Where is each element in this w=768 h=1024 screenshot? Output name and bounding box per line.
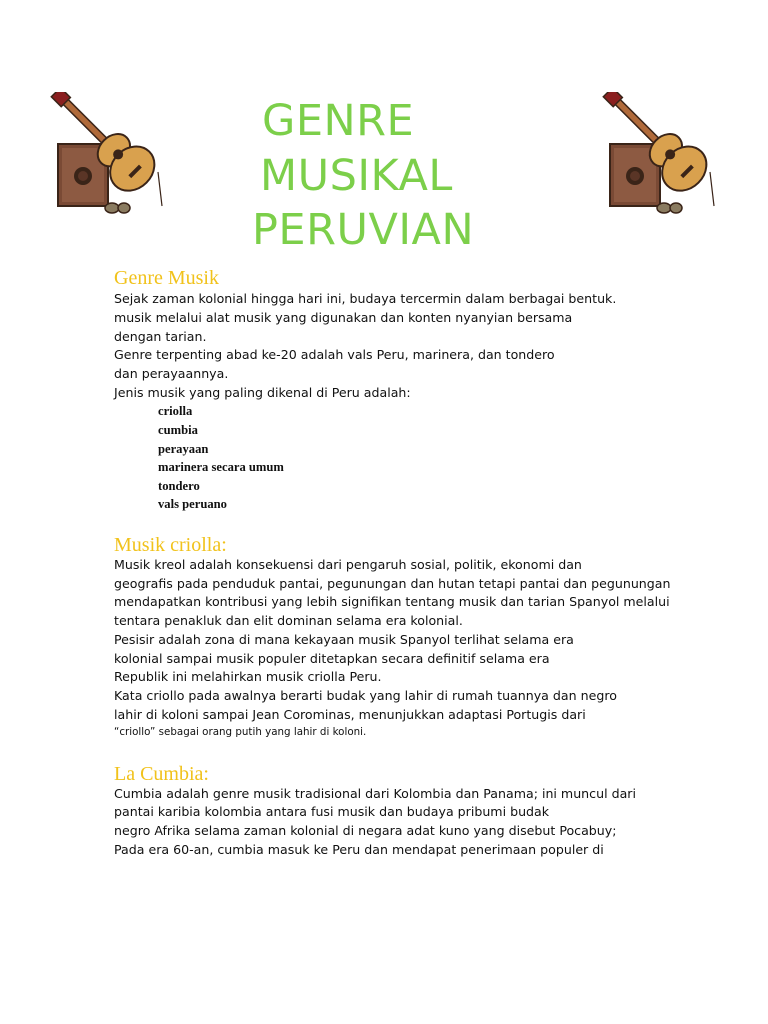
paragraph-line: mendapatkan kontribusi yang lebih signifikan tentang musik dan tarian Spanyol melalui: [114, 594, 670, 609]
list-item: vals peruano: [158, 497, 227, 511]
paragraph-line: geografis pada penduduk pantai, pegunungan dan hutan tetapi pantai dan pegunungan: [114, 576, 671, 591]
paragraph-line: kolonial sampai musik populer ditetapkan secara definitif selama era: [114, 651, 550, 666]
paragraph-line: Jenis musik yang paling dikenal di Peru adalah:: [114, 385, 411, 400]
section-heading-la-cumbia: La Cumbia:: [114, 763, 209, 785]
guitar-cajon-illustration-right: [602, 92, 722, 217]
page-title-line-3: PERUVIAN: [252, 205, 475, 255]
list-item: cumbia: [158, 423, 198, 437]
paragraph-line: dan perayaannya.: [114, 366, 229, 381]
paragraph-line: Musik kreol adalah konsekuensi dari pengaruh sosial, politik, ekonomi dan: [114, 557, 582, 572]
section-heading-musik-criolla: Musik criolla:: [114, 534, 227, 556]
guitar-cajon-illustration-left: [50, 92, 170, 217]
paragraph-line: Pada era 60-an, cumbia masuk ke Peru dan mendapat penerimaan populer di: [114, 842, 604, 857]
page-title-line-2: MUSIKAL: [260, 151, 453, 201]
paragraph-line: lahir di koloni sampai Jean Corominas, menunjukkan adaptasi Portugis dari: [114, 707, 586, 722]
paragraph-line: musik melalui alat musik yang digunakan dan konten nyanyian bersama: [114, 310, 573, 325]
list-item: marinera secara umum: [158, 460, 284, 474]
section-heading-genre-musik: Genre Musik: [114, 267, 219, 289]
page-title-line-1: GENRE: [262, 96, 415, 146]
paragraph-line: Republik ini melahirkan musik criolla Peru.: [114, 669, 382, 684]
paragraph-line: pantai karibia kolombia antara fusi musik dan budaya pribumi budak: [114, 804, 550, 819]
list-item: criolla: [158, 404, 193, 418]
paragraph-line: Genre terpenting abad ke-20 adalah vals Peru, marinera, dan tondero: [114, 347, 555, 362]
paragraph-line: Kata criollo pada awalnya berarti budak yang lahir di rumah tuannya dan negro: [114, 688, 617, 703]
paragraph-line: negro Afrika selama zaman kolonial di negara adat kuno yang disebut Pocabuy;: [114, 823, 617, 838]
paragraph-line: “criollo” sebagai orang putih yang lahir di koloni.: [114, 726, 367, 738]
paragraph-line: Sejak zaman kolonial hingga hari ini, budaya tercermin dalam berbagai bentuk.: [114, 291, 617, 306]
paragraph-line: Cumbia adalah genre musik tradisional dari Kolombia dan Panama; ini muncul dari: [114, 786, 636, 801]
paragraph-line: Pesisir adalah zona di mana kekayaan musik Spanyol terlihat selama era: [114, 632, 574, 647]
list-item: perayaan: [158, 442, 209, 456]
paragraph-line: tentara penakluk dan elit dominan selama era kolonial.: [114, 613, 463, 628]
paragraph-line: dengan tarian.: [114, 329, 207, 344]
list-item: tondero: [158, 479, 200, 493]
